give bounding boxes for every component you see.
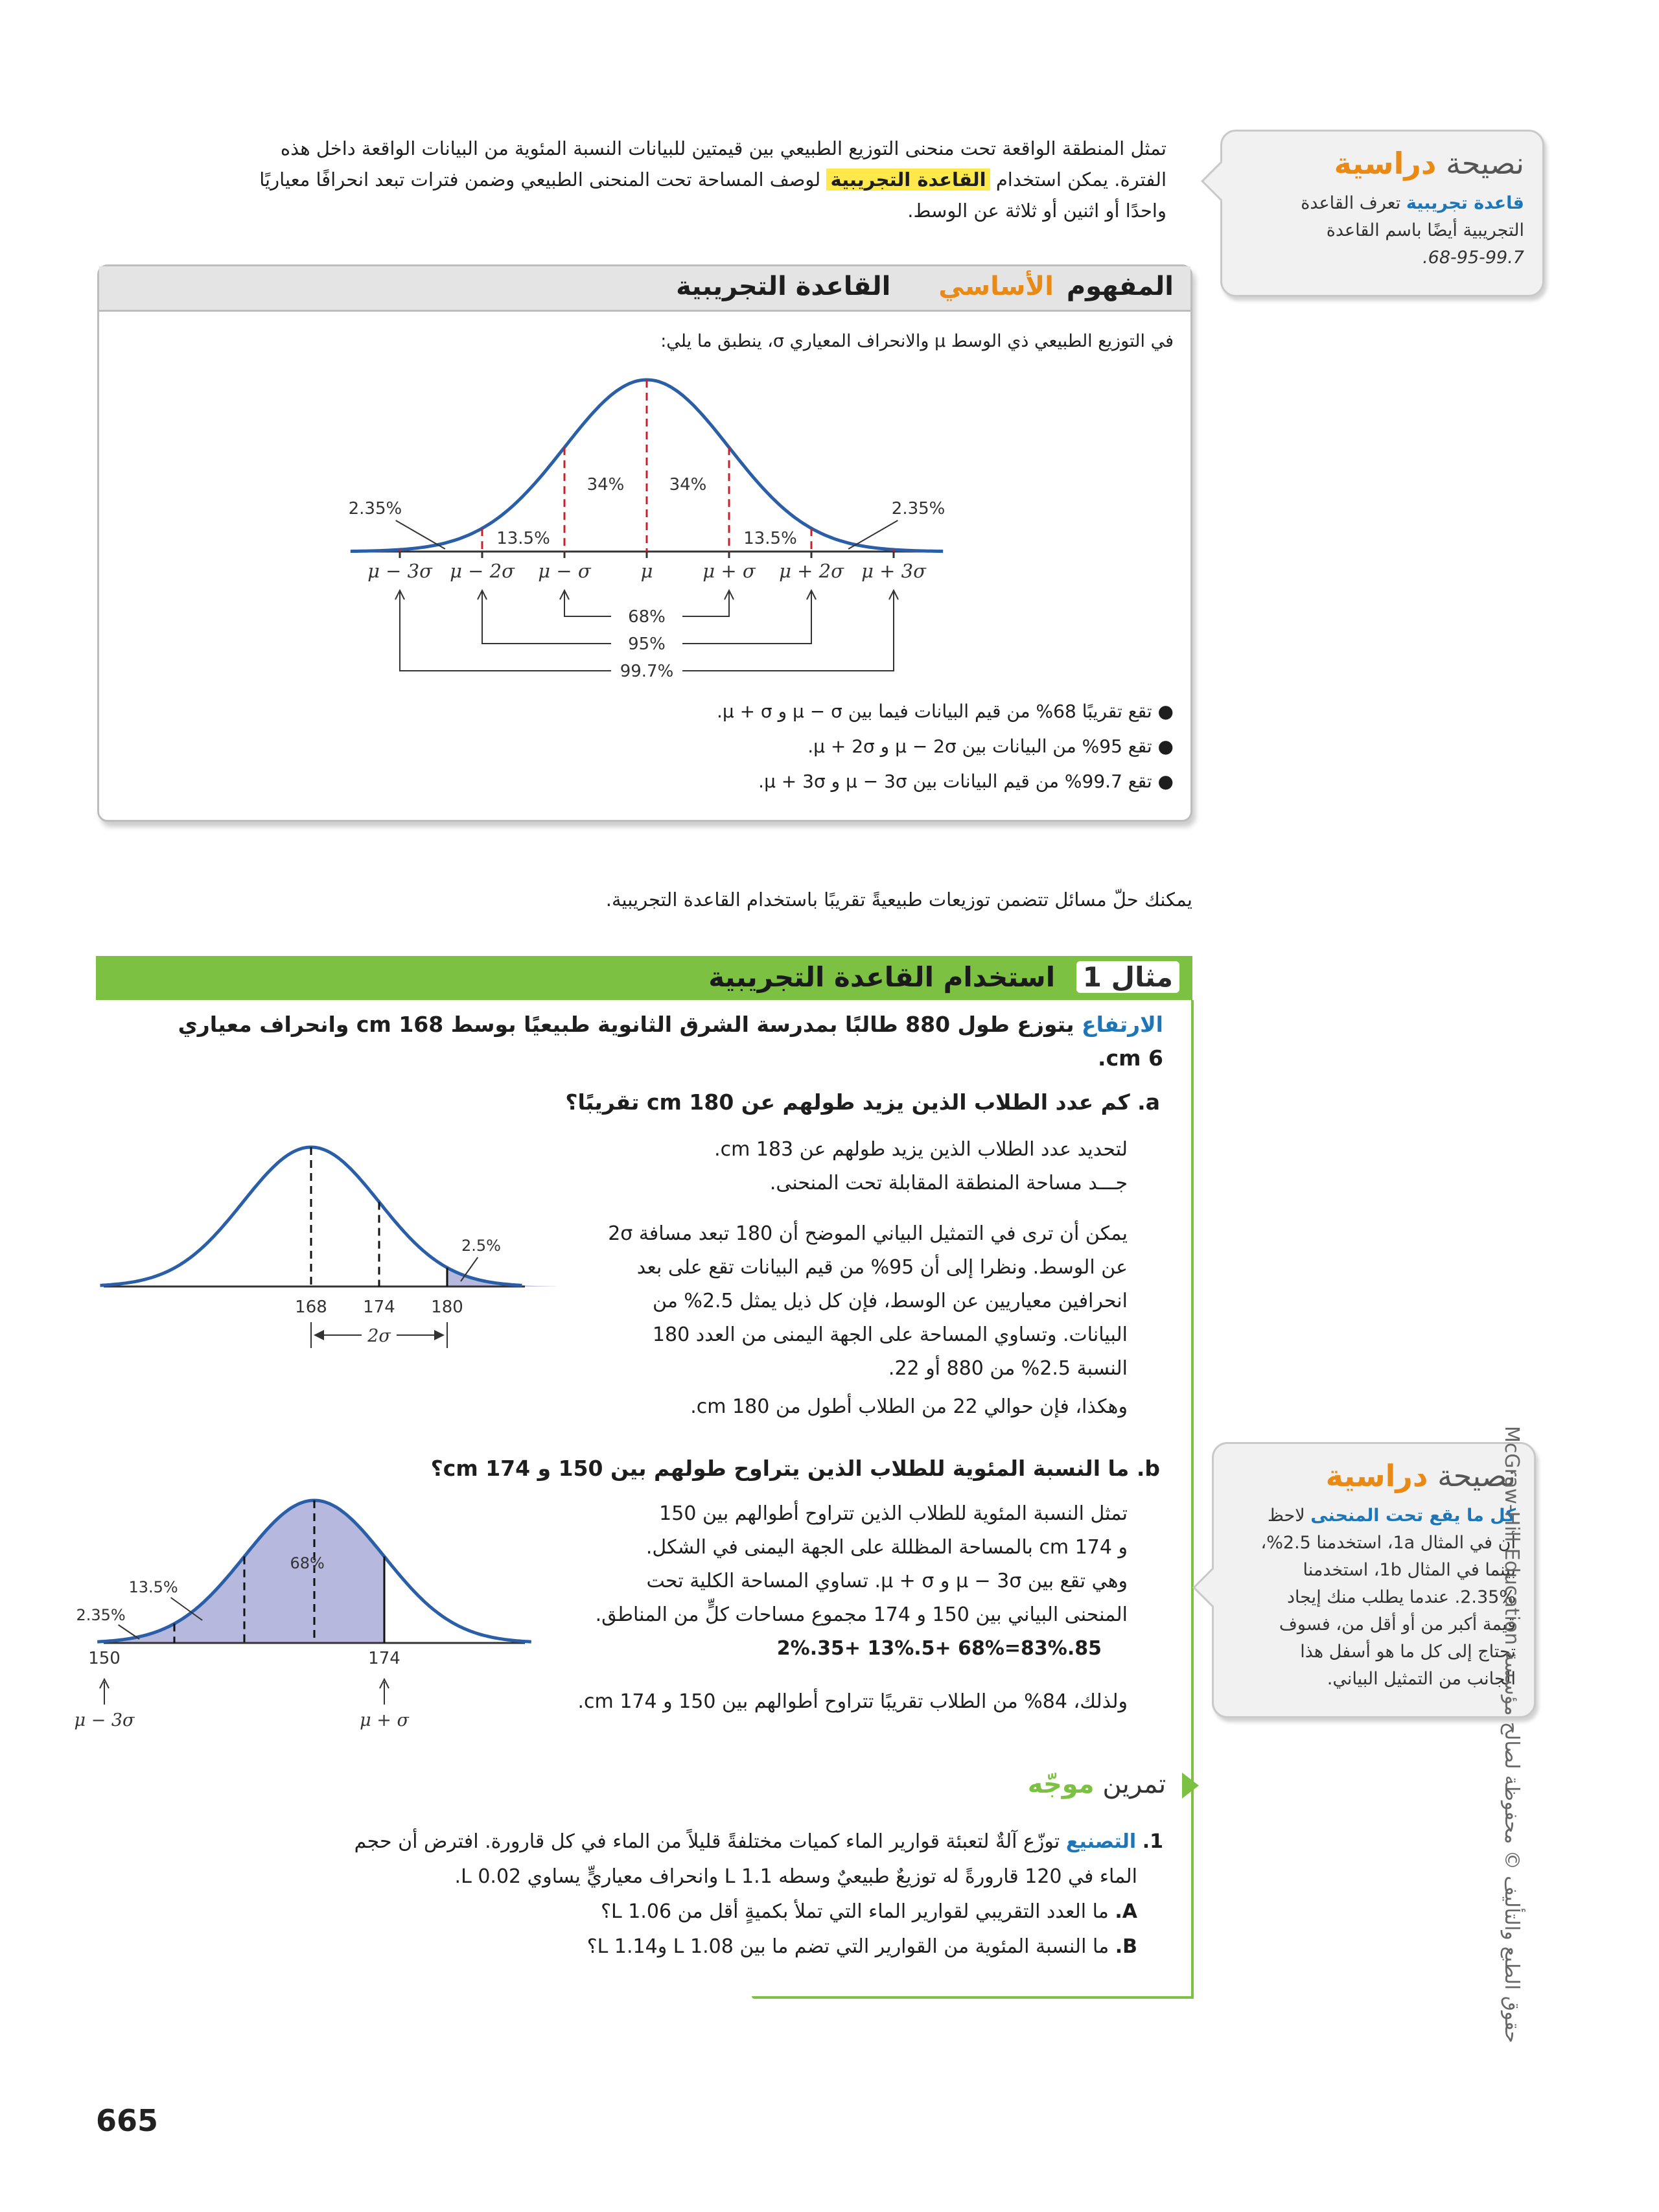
axis-label: μ + 3σ (861, 560, 926, 582)
highlight-empirical-rule: القاعدة التجريبية (826, 169, 990, 191)
figure-tail-area (91, 1115, 583, 1387)
pct-label: 34% (586, 475, 625, 495)
pct-label: 2.35% (891, 499, 946, 518)
solve-intro: يمكنك حلّ مسائل تتضمن توزيعات طبيعيةً تقريبًا باستخدام القاعدة التجريبية. (605, 889, 1192, 911)
tick-label: 150 (88, 1649, 121, 1668)
bullet-item: ● تقع 99.7% من قيم البيانات بين μ − 3σ و μ + 3σ. (758, 771, 1174, 792)
pct-label: 13.5% (128, 1578, 178, 1596)
page-number: 665 (96, 2103, 159, 2138)
axis-label: μ − σ (538, 560, 591, 582)
pct-label: 68% (290, 1554, 325, 1572)
intro-line-1: تمثل المنطقة الواقعة تحت منحنى التوزيع الطبيعي بين قيمتين للبيانات النسبة المئوية من البيانات الواقعة داخل هذه (280, 137, 1166, 159)
tip-text: قاعدة تجريبية تعرف القاعدة التجريبية أيضًا باسم القاعدة 68-95-99.7. (1301, 193, 1524, 268)
range-label: 99.7% (620, 662, 674, 681)
tick-label: 180 (431, 1298, 463, 1317)
range-label: 95% (628, 634, 666, 654)
part-b-conclusion: ولذلك، 84% من الطلاب تقريبًا تتراوح أطوالهم بين 150 و 174 cm. (577, 1690, 1128, 1713)
key-concept-box (97, 264, 1192, 822)
tip-title: نصيحة دراسية (1334, 146, 1524, 181)
range-label: 68% (628, 607, 666, 627)
part-a-step1: لتحديد عدد الطلاب الذين يزيد طولهم عن 183 cm. جـــد مساحة المنطقة المقابلة تحت المنحنى. (714, 1138, 1128, 1194)
example-frame-right (1191, 1000, 1194, 1998)
intro-line-2: الفترة. يمكن استخدام القاعدة التجريبية لوصف المساحة تحت المنحنى الطبيعي وضمن فترات تبعد انحرافًا معياريًا (259, 169, 1166, 191)
range-bracket (400, 592, 894, 671)
pct-label: 13.5% (496, 529, 550, 548)
key-concept-lead: في التوزيع الطبيعي ذي الوسط μ والانحراف المعياري σ، ينطبق ما يلي: (660, 331, 1174, 351)
tick-label: 168 (295, 1298, 327, 1317)
axis-label: μ − 2σ (450, 560, 515, 582)
axis-label: μ + 2σ (779, 560, 844, 582)
example-title: استخدام القاعدة التجريبية (708, 961, 1056, 993)
study-tip-empirical-rule (1220, 130, 1544, 297)
leader-line (119, 1625, 139, 1639)
exercise-1: 1. التصنيع توزّع آلةٌ لتعبئة قوارير الماء كميات مختلفةً قليلاً من الماء في كل قارورة. افترض أن حجم الماء في 120 قارورةً له توزيعٌ طبيعيٌ وسطه 1.1 L وانحراف معياريٍّ يساوي 0.02 L. A. ما العدد التقريبي لقوارير الماء التي تملأ بكميةٍ أقل من 1.06 L؟ B. ما النسبة المئوية من القوارير التي تضم ما بين 1.08 L و1.14 L؟ (354, 1830, 1163, 1958)
callout-pointer (1192, 1568, 1232, 1607)
intro-line-3: واحدًا أو اثنين أو ثلاثة عن الوسط. (907, 200, 1166, 222)
part-b-question: b. ما النسبة المئوية للطلاب الذين يتراوح طولهم بين 150 و 174 cm؟ (430, 1456, 1160, 1481)
axis-label: μ − 3σ (367, 560, 432, 582)
part-b-explanation: تمثل النسبة المئوية للطلاب الذين تتراوح أطوالهم بين 150 و 174 cm بالمساحة المظللة على الجهة اليمنى في الشكل. وهي تقع بين μ − 3σ و μ + σ. تساوي المساحة الكلية تحت المنحنى البياني بين 150 و 174 مجموع مساحات كلٍّ من المناطق. 2%.35+ 13%.5+ 68%=83%.85 (595, 1502, 1128, 1660)
pct-label: 13.5% (743, 529, 797, 548)
leader-line (396, 520, 445, 549)
key-concept-bullets (717, 694, 1174, 799)
leader-line (848, 520, 898, 549)
key-concept-header: المفهوم الأساسي القاعدة التجريبية (99, 266, 1190, 312)
example-number: مثال 1 (1076, 961, 1179, 993)
tip-text: كل ما يقع تحت المنحنى لاحظ أن في المثال 1a، استخدمنا 2.5%، بينما في المثال 1b، استخدمنا 2.35%. عندما يطلب منك إيجاد قيمة أكبر من أو أقل من، فسوف تحتاج إلى كل ما هو أسفل هذا الجانب من التمثيل البياني. (1260, 1506, 1516, 1689)
span-arrow (314, 1330, 324, 1340)
figure-shaded-area (74, 1484, 583, 1756)
bullet-item: ● تقع 95% من البيانات بين μ − 2σ و μ + 2σ. (807, 736, 1174, 757)
pct-label: 2.35% (76, 1606, 126, 1624)
part-a-explanation: يمكن أن ترى في التمثيل البياني الموضح أن 180 تبعد مسافة 2σ عن الوسط. ونظرا إلى أن 95% من قيم البيانات تقع على بعد انحرافين معياريين عن الوسط، فإن كل ذيل يمثل 2.5% من البيانات. وتساوي المساحة على الجهة اليمنى من العدد 180 النسبة 2.5% من 880 أو 22. (608, 1222, 1128, 1380)
problem-statement: الارتفاع يتوزع طول 880 طالبًا بمدرسة الشرق الثانوية طبيعيًا بوسط 168 cm وانحراف معياري 6 cm. (178, 1012, 1163, 1071)
span-arrow (434, 1330, 445, 1340)
guided-arrow-icon (1182, 1773, 1199, 1799)
pointer-label: μ − 3σ (74, 1710, 135, 1730)
callout-pointer (1201, 161, 1240, 201)
intro-paragraph (117, 133, 1166, 226)
bullet-item: ● تقع تقريبًا 68% من قيم البيانات فيما بين μ − σ و μ + σ. (716, 701, 1174, 722)
study-tip-under-curve (1212, 1442, 1536, 1718)
guided-practice-header: تمرين موجّه (1028, 1769, 1199, 1808)
pct-label: 2.35% (348, 499, 402, 518)
example-frame-bottom (752, 1996, 1194, 1999)
tip-title: نصيحة دراسية (1325, 1458, 1516, 1493)
tick-label: 174 (368, 1649, 400, 1668)
copyright-notice: حقوق الطبع والتأليف © محفوظة لصالح مؤسسة McGraw-Hill Education (1500, 1426, 1523, 2043)
tail-label: 2.5% (461, 1237, 501, 1255)
pointer-label: μ + σ (360, 1710, 409, 1730)
part-a-question: a. كم عدد الطلاب الذين يزيد طولهم عن 180 cm تقريبًا؟ (565, 1089, 1160, 1115)
span-label: 2σ (367, 1326, 391, 1346)
tick-label: 174 (363, 1298, 395, 1317)
part-a-conclusion: وهكذا، فإن حوالي 22 من الطلاب أطول من 180 cm. (690, 1395, 1128, 1418)
example-header (96, 956, 1192, 1000)
axis-label: μ (640, 560, 653, 582)
axis-label: μ + σ (702, 560, 756, 582)
pct-label: 34% (669, 475, 707, 495)
